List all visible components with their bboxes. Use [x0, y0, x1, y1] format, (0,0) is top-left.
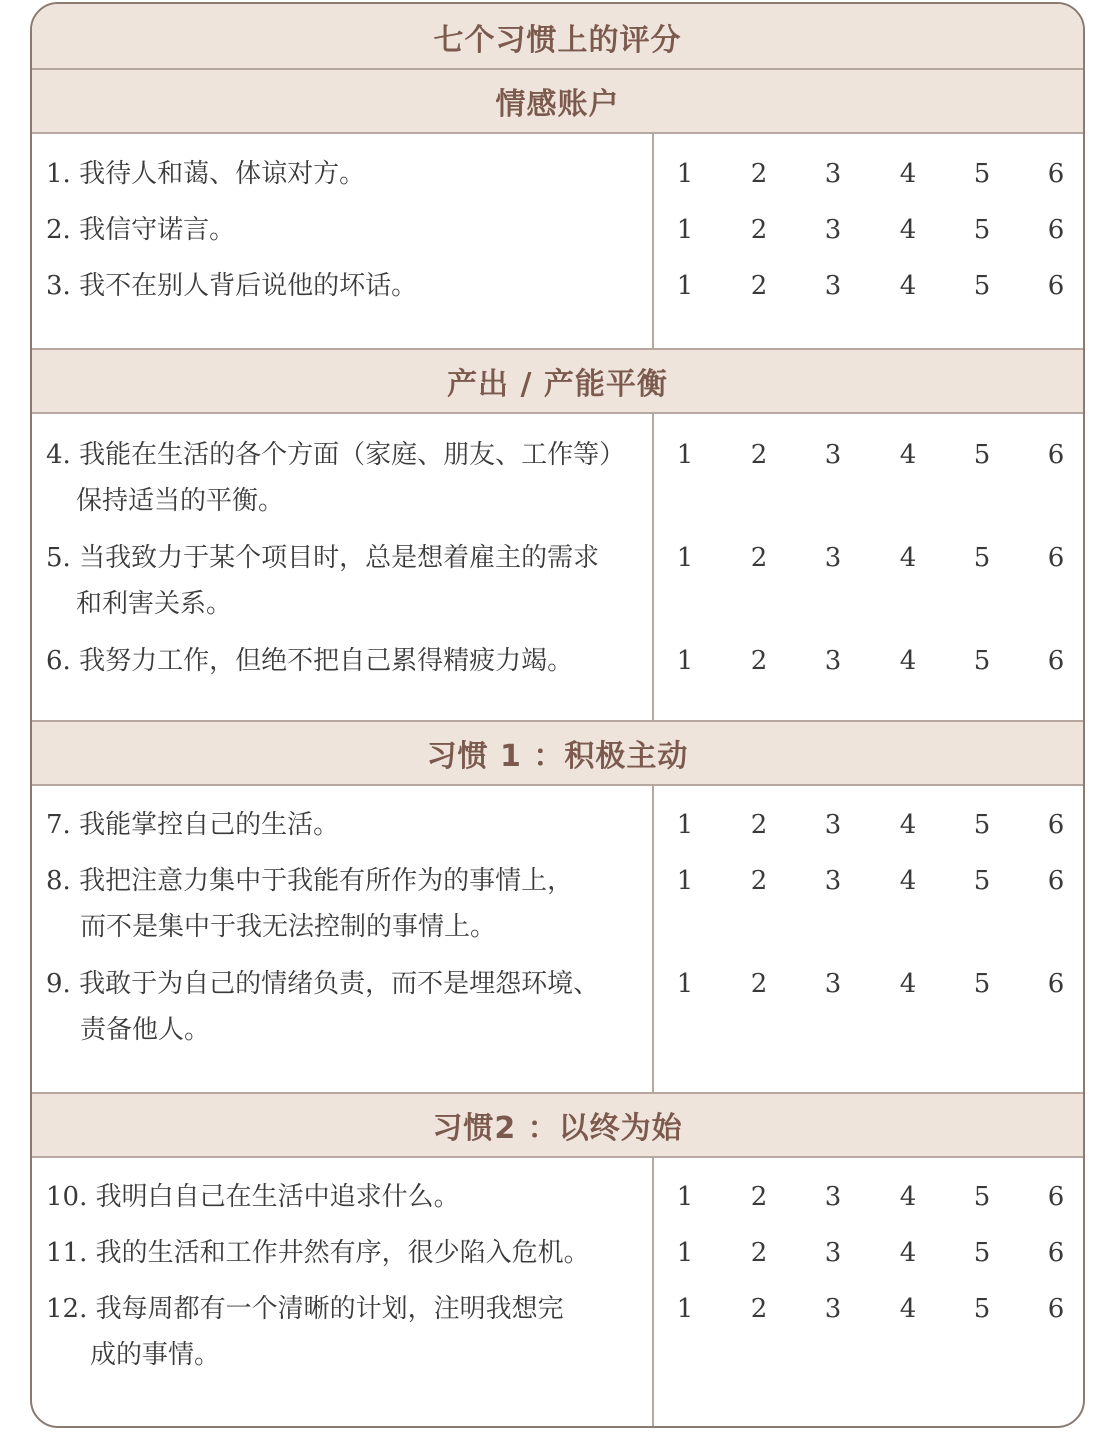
score-option[interactable]: 6	[1047, 440, 1065, 470]
score-option[interactable]: 6	[1047, 1238, 1065, 1268]
score-row	[654, 151, 1085, 197]
score-option[interactable]: 2	[750, 440, 768, 470]
score-row	[654, 961, 1085, 1007]
question-item	[46, 432, 644, 524]
score-option[interactable]: 6	[1047, 159, 1065, 189]
score-option[interactable]: 4	[899, 646, 917, 676]
score-option[interactable]: 3	[824, 969, 842, 999]
question-text-continued: 而不是集中于我无法控制的事情上。	[80, 912, 497, 942]
section-header-emotional-account	[32, 68, 1083, 134]
score-option[interactable]: 2	[750, 215, 768, 245]
score-row	[654, 263, 1085, 309]
score-option[interactable]: 6	[1047, 543, 1065, 573]
question-item	[46, 1286, 644, 1378]
question-item	[46, 1174, 644, 1220]
question-text: 5. 当我致力于某个项目时，总是想着雇主的需求	[46, 543, 600, 573]
score-option[interactable]: 1	[676, 646, 694, 676]
score-option[interactable]: 2	[750, 1182, 768, 1212]
score-option[interactable]: 6	[1047, 1294, 1065, 1324]
score-option[interactable]: 4	[899, 866, 917, 896]
question-item	[46, 858, 644, 950]
score-option[interactable]: 1	[676, 215, 694, 245]
section-header-habit-2	[32, 1092, 1083, 1158]
question-item	[46, 961, 644, 1053]
question-item	[46, 151, 644, 197]
score-option[interactable]: 6	[1047, 969, 1065, 999]
score-option[interactable]: 5	[973, 159, 991, 189]
rating-table	[30, 2, 1085, 1428]
score-option[interactable]: 4	[899, 969, 917, 999]
score-option[interactable]: 6	[1047, 646, 1065, 676]
score-option[interactable]: 6	[1047, 866, 1065, 896]
question-text: 8. 我把注意力集中于我能有所作为的事情上，	[46, 866, 574, 896]
question-text: 4. 我能在生活的各个方面（家庭、朋友、工作等）	[46, 440, 626, 470]
score-option[interactable]: 5	[973, 215, 991, 245]
score-option[interactable]: 1	[676, 866, 694, 896]
score-option[interactable]: 1	[676, 440, 694, 470]
score-option[interactable]: 5	[973, 866, 991, 896]
score-option[interactable]: 5	[973, 810, 991, 840]
question-item	[46, 1230, 644, 1276]
section-body-habit-1	[32, 786, 1083, 1094]
score-option[interactable]: 2	[750, 810, 768, 840]
score-row	[654, 535, 1085, 581]
score-option[interactable]: 2	[750, 1294, 768, 1324]
score-option[interactable]: 2	[750, 271, 768, 301]
score-option[interactable]: 6	[1047, 810, 1065, 840]
score-option[interactable]: 4	[899, 1238, 917, 1268]
score-option[interactable]: 1	[676, 1294, 694, 1324]
score-option[interactable]: 5	[973, 1238, 991, 1268]
score-option[interactable]: 3	[824, 215, 842, 245]
score-option[interactable]: 1	[676, 543, 694, 573]
score-option[interactable]: 3	[824, 810, 842, 840]
score-option[interactable]: 5	[973, 271, 991, 301]
score-row	[654, 432, 1085, 478]
section-body-pc-balance	[32, 414, 1083, 722]
score-option[interactable]: 4	[899, 215, 917, 245]
score-row	[654, 802, 1085, 848]
score-option[interactable]: 5	[973, 969, 991, 999]
score-option[interactable]: 2	[750, 1238, 768, 1268]
score-row	[654, 207, 1085, 253]
question-item	[46, 802, 644, 848]
score-option[interactable]: 1	[676, 271, 694, 301]
section-title: 习惯 1 ：积极主动	[426, 739, 689, 774]
score-option[interactable]: 6	[1047, 215, 1065, 245]
score-option[interactable]: 3	[824, 1238, 842, 1268]
score-option[interactable]: 3	[824, 543, 842, 573]
score-option[interactable]: 4	[899, 1294, 917, 1324]
score-option[interactable]: 4	[899, 1182, 917, 1212]
score-option[interactable]: 1	[676, 159, 694, 189]
score-row	[654, 1174, 1085, 1220]
score-option[interactable]: 5	[973, 543, 991, 573]
score-option[interactable]: 6	[1047, 1182, 1065, 1212]
question-text: 11. 我的生活和工作井然有序，很少陷入危机。	[46, 1238, 590, 1268]
question-text-continued: 保持适当的平衡。	[76, 486, 285, 516]
score-option[interactable]: 6	[1047, 271, 1065, 301]
question-item	[46, 638, 644, 684]
score-option[interactable]: 2	[750, 159, 768, 189]
score-option[interactable]: 1	[676, 1238, 694, 1268]
section-title: 习惯2 ：以终为始	[432, 1111, 683, 1146]
score-option[interactable]: 4	[899, 159, 917, 189]
score-option[interactable]: 2	[750, 969, 768, 999]
score-option[interactable]: 3	[824, 1294, 842, 1324]
score-option[interactable]: 4	[899, 543, 917, 573]
question-text-continued: 和利害关系。	[76, 589, 233, 619]
section-body-habit-2	[32, 1158, 1083, 1428]
section-title: 情感账户	[495, 87, 620, 122]
question-text: 10. 我明白自己在生活中追求什么。	[46, 1182, 460, 1212]
table-title: 七个习惯上的评分	[433, 23, 682, 58]
score-row	[654, 858, 1085, 904]
score-option[interactable]: 3	[824, 271, 842, 301]
question-item	[46, 535, 644, 627]
score-option[interactable]: 1	[676, 969, 694, 999]
section-body-emotional-account	[32, 134, 1083, 350]
question-text-continued: 责备他人。	[80, 1015, 211, 1045]
table-title-bar	[32, 4, 1083, 72]
question-text: 7. 我能掌控自己的生活。	[46, 810, 340, 840]
question-text: 9. 我敢于为自己的情绪负责，而不是埋怨环境、	[46, 969, 600, 999]
score-option[interactable]: 5	[973, 1182, 991, 1212]
score-option[interactable]: 1	[676, 1182, 694, 1212]
question-text-continued: 成的事情。	[90, 1340, 221, 1370]
score-option[interactable]: 3	[824, 1182, 842, 1212]
score-option[interactable]: 5	[973, 646, 991, 676]
score-option[interactable]: 3	[824, 159, 842, 189]
score-row	[654, 1230, 1085, 1276]
question-text: 2. 我信守诺言。	[46, 215, 236, 245]
score-option[interactable]: 3	[824, 646, 842, 676]
score-option[interactable]: 2	[750, 866, 768, 896]
question-text: 6. 我努力工作，但绝不把自己累得精疲力竭。	[46, 646, 574, 676]
score-option[interactable]: 2	[750, 543, 768, 573]
section-header-pc-balance	[32, 348, 1083, 414]
score-option[interactable]: 1	[676, 810, 694, 840]
score-option[interactable]: 5	[973, 440, 991, 470]
section-header-habit-1	[32, 720, 1083, 786]
score-option[interactable]: 4	[899, 271, 917, 301]
question-item	[46, 263, 644, 309]
score-row	[654, 1286, 1085, 1332]
question-item	[46, 207, 644, 253]
score-row	[654, 638, 1085, 684]
score-option[interactable]: 4	[899, 440, 917, 470]
score-option[interactable]: 2	[750, 646, 768, 676]
question-text: 3. 我不在别人背后说他的坏话。	[46, 271, 418, 301]
question-text: 12. 我每周都有一个清晰的计划，注明我想完	[46, 1294, 564, 1324]
score-option[interactable]: 3	[824, 866, 842, 896]
section-title: 产出 / 产能平衡	[447, 367, 668, 402]
score-option[interactable]: 4	[899, 810, 917, 840]
question-text: 1. 我待人和蔼、体谅对方。	[46, 159, 366, 189]
score-option[interactable]: 3	[824, 440, 842, 470]
score-option[interactable]: 5	[973, 1294, 991, 1324]
